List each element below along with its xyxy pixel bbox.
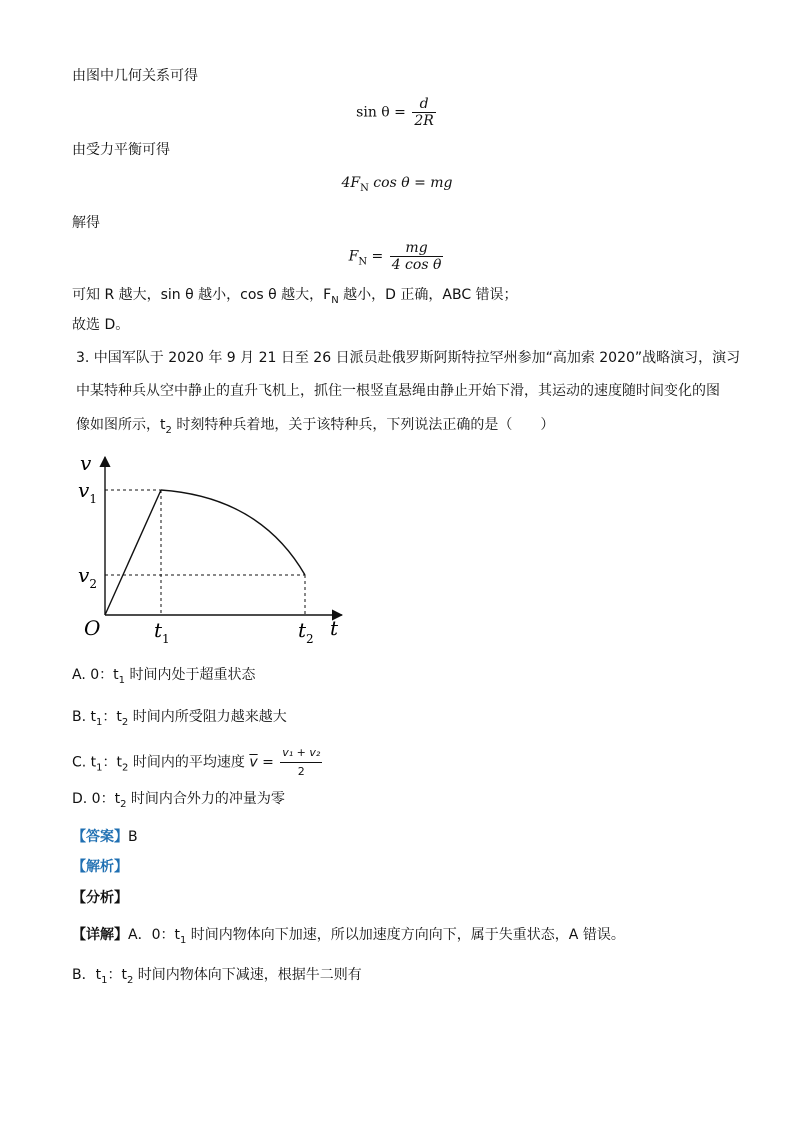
answer-tag: 【答案】	[72, 829, 128, 845]
detail-b-mid: ：t	[107, 967, 127, 983]
question-line-2: 中某特种兵从空中静止的直升飞机上，抓住一根竖直悬绳由静止开始下滑，其运动的速度随时间变化的图	[76, 383, 720, 399]
eq1-numerator: d	[419, 96, 429, 112]
option-c-mid: ：t	[102, 754, 123, 771]
question-line-3-sub: 2	[165, 424, 172, 436]
decel-curve	[161, 490, 305, 575]
analysis-tag: 【解析】	[72, 859, 128, 875]
option-c	[72, 744, 324, 781]
v2-label: $v_2$	[78, 563, 97, 591]
equation-normal-force	[0, 240, 794, 273]
choose-text: 故选 D。	[72, 317, 130, 333]
option-c-numerator: v₁ + v₂	[282, 746, 321, 759]
question-line-3-pre: 像如图所示，t	[76, 417, 166, 433]
detail-line	[72, 926, 625, 950]
option-c-post: 时间内的平均速度	[128, 754, 245, 771]
option-c-sub2: 2	[122, 762, 129, 774]
eq3-fraction	[390, 240, 444, 273]
analysis-line	[72, 858, 128, 876]
t2-label: $t_2$	[298, 618, 314, 646]
accel-segment	[105, 490, 161, 615]
option-d-post: 时间内合外力的冲量为零	[126, 791, 285, 807]
option-d-sub: 2	[120, 798, 127, 810]
velocity-time-graph	[70, 445, 360, 655]
option-c-eq: =	[262, 754, 274, 771]
option-d	[72, 790, 285, 814]
detail-b-post: 时间内物体向下减速，根据牛二则有	[133, 967, 362, 983]
detail-b-line	[72, 966, 362, 990]
option-c-denominator: 2	[280, 762, 322, 781]
eq2-rest: cos θ = mg	[368, 175, 453, 191]
t-axis-label: t	[330, 616, 339, 640]
conclusion-main: 可知 R 越大，sin θ 越小，cos θ 越大，F	[72, 287, 332, 303]
force-balance-text: 由受力平衡可得	[72, 142, 170, 158]
v1-label: $v_1$	[78, 478, 97, 506]
option-d-pre: D. 0：t	[72, 791, 121, 807]
detail-b-sub2: 2	[126, 974, 134, 986]
conclusion-rest: 越小，D 正确，ABC 错误；	[338, 287, 518, 303]
eq3-numerator: mg	[405, 240, 428, 256]
solve-text: 解得	[72, 215, 100, 231]
option-c-fraction	[280, 744, 322, 781]
option-b-sub1: 1	[96, 716, 103, 728]
detail-sub: 1	[179, 934, 187, 946]
eq1-lhs: sin θ =	[356, 104, 406, 121]
eq3-denominator: 4 cos θ	[391, 257, 442, 273]
geom-relation-text: 由图中几何关系可得	[72, 68, 198, 84]
option-c-sub1: 1	[96, 762, 103, 774]
option-b-post: 时间内所受阻力越来越大	[128, 709, 287, 725]
equation-sin-theta	[0, 96, 794, 129]
option-a-pre: A. 0：t	[72, 667, 119, 683]
eq2-sub: N	[360, 182, 369, 194]
question-line-3	[76, 416, 554, 440]
option-b-mid: ：t	[102, 709, 122, 725]
option-c-vbar: $\overline{v}$	[249, 754, 258, 771]
analyze-line	[72, 889, 128, 907]
t1-label: $t_1$	[154, 618, 170, 646]
option-c-pre: C. t	[72, 754, 97, 771]
analyze-tag: 【分析】	[72, 890, 128, 906]
question-line-3-post: 时刻特种兵着地，关于该特种兵，下列说法正确的是（ ）	[171, 417, 555, 433]
option-b-pre: B. t	[72, 709, 96, 725]
option-a-sub: 1	[118, 674, 126, 686]
conclusion-sub: N	[331, 294, 339, 306]
detail-text-pre: A．0：t	[128, 927, 180, 943]
eq2-force: 4F	[341, 175, 361, 191]
origin-label: O	[84, 616, 101, 640]
eq1-fraction	[412, 96, 435, 129]
eq1-denominator: 2R	[414, 113, 434, 129]
option-a-post: 时间内处于超重状态	[125, 667, 256, 683]
option-b-sub2: 2	[121, 716, 129, 728]
detail-b-pre: B．t	[72, 967, 102, 983]
option-b	[72, 708, 287, 732]
v-axis-label: v	[80, 451, 92, 475]
eq3-lhs: F	[348, 248, 359, 265]
detail-tag: 【详解】	[72, 927, 128, 943]
option-a	[72, 666, 255, 690]
question-line-1: 3. 中国军队于 2020 年 9 月 21 日至 26 日派员赴俄罗斯阿斯特拉罕州参加“高加索 2020”战略演习，演习	[76, 350, 741, 366]
eq3-eq: =	[367, 248, 384, 265]
detail-text-post: 时间内物体向下加速，所以加速度方向向下，属于失重状态，A 错误。	[186, 927, 625, 943]
equation-force-balance	[0, 175, 794, 194]
answer-line	[72, 828, 138, 846]
detail-b-sub1: 1	[101, 974, 108, 986]
conclusion-text	[72, 286, 518, 310]
eq3-sub: N	[358, 256, 368, 268]
answer-value: B	[128, 829, 138, 845]
